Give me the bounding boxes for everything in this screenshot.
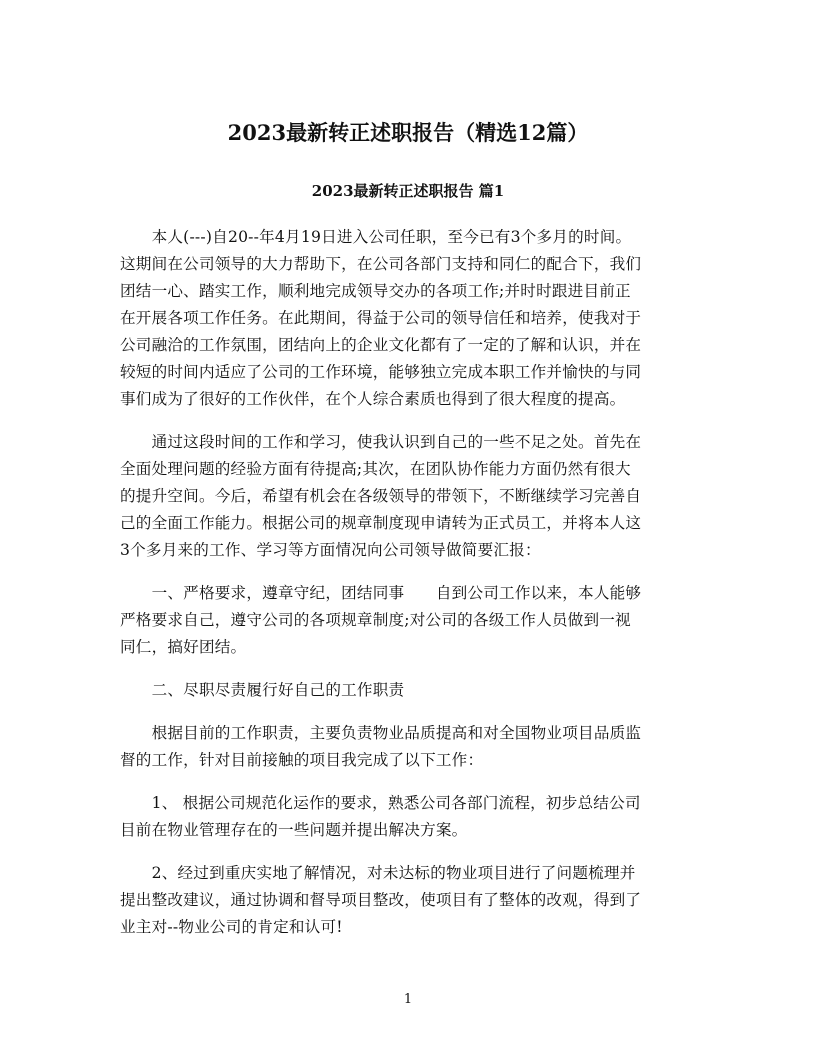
body-paragraph — [120, 720, 696, 774]
paragraph-line: 全面处理问题的经验方面有待提高;其次，在团队协作能力方面仍然有很大 — [120, 460, 631, 478]
paragraph-line: 一、严格要求，遵章守纪，团结同事 自到公司工作以来，本人能够 — [120, 584, 642, 602]
paragraph-line: 提出整改建议，通过协调和督导项目整改，使项目有了整体的改观，得到了 — [120, 891, 642, 909]
body-paragraph — [120, 580, 696, 661]
paragraph-line: 本人(---)自20--年4月19日进入公司任职，至今已有3个多月的时间。 — [120, 228, 632, 246]
paragraph-line: 1、 根据公司规范化运作的要求，熟悉公司各部门流程，初步总结公司 — [120, 794, 641, 812]
paragraph-line: 二、尽职尽责履行好自己的工作职责 — [120, 681, 405, 699]
paragraph-line: 业主对--物业公司的肯定和认可! — [120, 918, 343, 936]
body-paragraph — [120, 429, 696, 564]
paragraph-line: 在开展各项工作任务。在此期间，得益于公司的领导信任和培养，使我对于 — [120, 309, 642, 327]
paragraph-line: 督的工作，针对目前接触的项目我完成了以下工作： — [120, 751, 484, 769]
page-number: 1 — [403, 992, 413, 1007]
document-body — [120, 224, 696, 957]
paragraph-line: 这期间在公司领导的大力帮助下，在公司各部门支持和同仁的配合下，我们 — [120, 255, 642, 273]
body-paragraph — [120, 224, 696, 413]
section-title: 2023最新转正述职报告 篇1 — [311, 182, 505, 200]
body-paragraph — [120, 790, 696, 844]
paragraph-line: 事们成为了很好的工作伙伴，在个人综合素质也得到了很大程度的提高。 — [120, 390, 626, 408]
body-paragraph — [120, 677, 696, 704]
paragraph-line: 公司融洽的工作氛围，团结向上的企业文化都有了一定的了解和认识，并在 — [120, 336, 642, 354]
paragraph-line: 的提升空间。今后，希望有机会在各级领导的带领下，不断继续学习完善自 — [120, 487, 642, 505]
paragraph-line: 2、经过到重庆实地了解情况，对未达标的物业项目进行了问题梳理并 — [120, 864, 636, 882]
paragraph-line: 团结一心、踏实工作，顺利地完成领导交办的各项工作;并时时跟进目前正 — [120, 282, 631, 300]
paragraph-line: 严格要求自己，遵守公司的各项规章制度;对公司的各级工作人员做到一视 — [120, 611, 631, 629]
paragraph-line: 同仁，搞好团结。 — [120, 638, 247, 656]
paragraph-line: 通过这段时间的工作和学习，使我认识到自己的一些不足之处。首先在 — [120, 433, 642, 451]
paragraph-line: 3个多月来的工作、学习等方面情况向公司领导做简要汇报： — [120, 541, 541, 559]
document-title: 2023最新转正述职报告（精选12篇） — [227, 120, 589, 145]
paragraph-line: 根据目前的工作职责，主要负责物业品质提高和对全国物业项目品质监 — [120, 724, 642, 742]
paragraph-line: 较短的时间内适应了公司的工作环境，能够独立完成本职工作并愉快的与同 — [120, 363, 642, 381]
body-paragraph — [120, 860, 696, 941]
paragraph-line: 己的全面工作能力。根据公司的规章制度现申请转为正式员工，并将本人这 — [120, 514, 642, 532]
paragraph-line: 目前在物业管理存在的一些问题并提出解决方案。 — [120, 821, 468, 839]
